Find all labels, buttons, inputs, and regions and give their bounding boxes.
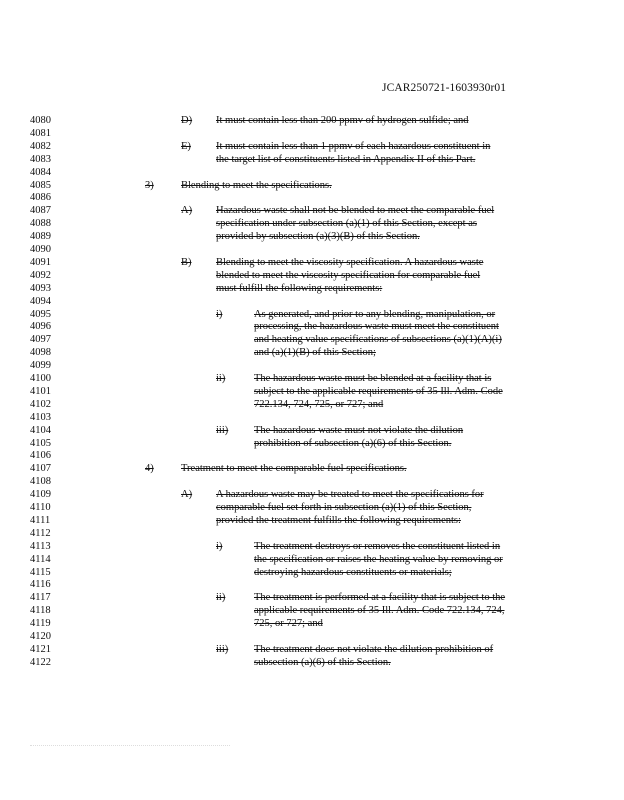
- line-number: 4117: [30, 592, 51, 604]
- line-number: 4114: [30, 553, 51, 565]
- line-number: 4086: [30, 192, 51, 204]
- line-number: 4090: [30, 244, 51, 255]
- line-number: 4081: [30, 127, 51, 139]
- line-number: 4096: [30, 321, 51, 333]
- line-number: 4104: [30, 424, 51, 436]
- paragraph-label: i): [216, 308, 223, 320]
- paragraph-text-line: A hazardous waste may be treated to meet the specifications for: [216, 489, 484, 501]
- paragraph-text-line: The treatment is performed at a facility that is subject to the: [254, 592, 506, 604]
- paragraph-label: ii): [216, 592, 226, 604]
- line-number: 4116: [30, 579, 51, 591]
- paragraph-text-line: and heating value specifications of subsections (a)(1)(A)(i): [254, 334, 502, 346]
- paragraph-label: ii): [216, 373, 226, 384]
- paragraph-label: 3): [145, 179, 154, 191]
- line-number: 4103: [30, 411, 51, 423]
- line-number: 4093: [30, 282, 51, 294]
- line-number: 4085: [30, 179, 51, 191]
- line-number: 4107: [30, 463, 51, 475]
- paragraph-text-line: prohibition of subsection (a)(6) of this Section.: [254, 437, 452, 449]
- line-number: 4120: [30, 631, 51, 642]
- line-number: 4122: [30, 656, 51, 668]
- line-number: 4088: [30, 218, 51, 230]
- paragraph-text-line: destroying hazardous constituents or materials;: [254, 566, 452, 578]
- line-number: 4106: [30, 450, 51, 462]
- paragraph-text-line: comparable fuel set forth in subsection (a)(1) of this Section,: [216, 502, 472, 513]
- line-number: 4112: [30, 527, 51, 539]
- paragraph-text-line: It must contain less than 1 ppmv of each hazardous constituent in: [216, 140, 491, 152]
- line-number: 4110: [30, 502, 51, 513]
- line-number: 4095: [30, 308, 51, 320]
- paragraph-text-line: Treatment to meet the comparable fuel specifications.: [181, 463, 407, 475]
- paragraph-text-line: the target list of constituents listed in Appendix II of this Part.: [216, 153, 476, 165]
- paragraph-text-line: processing, the hazardous waste must meet the constituent: [254, 321, 499, 333]
- line-number: 4089: [30, 231, 51, 243]
- paragraph-text-line: subject to the applicable requirements of 35 Ill. Adm. Code: [254, 385, 503, 397]
- paragraph-text-line: the specification or raises the heating value by removing or: [254, 553, 503, 565]
- line-number: 4099: [30, 360, 51, 372]
- line-number: 4109: [30, 489, 51, 501]
- paragraph-label: iii): [216, 643, 229, 655]
- paragraph-label: iii): [216, 424, 229, 436]
- line-number: 4102: [30, 398, 51, 410]
- paragraph-text-line: provided the treatment fulfills the following requirements:: [216, 514, 461, 526]
- paragraph-text-line: The hazardous waste must not violate the dilution: [254, 424, 464, 436]
- paragraph-label: i): [216, 540, 223, 552]
- line-number: 4084: [30, 166, 51, 178]
- paragraph-text-line: Hazardous waste shall not be blended to meet the comparable fuel: [216, 205, 495, 217]
- line-number: 4100: [30, 373, 51, 384]
- paragraph-text-line: As generated, and prior to any blending, manipulation, or: [254, 308, 496, 320]
- line-number: 4083: [30, 153, 51, 165]
- line-number: 4094: [30, 295, 51, 307]
- line-number: 4101: [30, 385, 51, 397]
- line-number: 4082: [30, 140, 51, 152]
- line-number: 4111: [30, 514, 51, 526]
- paragraph-label: E): [181, 140, 191, 152]
- line-number: 4113: [30, 540, 51, 552]
- paragraph-text-line: and (a)(1)(B) of this Section;: [254, 347, 376, 359]
- paragraph-label: A): [181, 489, 193, 501]
- line-number: 4115: [30, 566, 51, 578]
- paragraph-text-line: It must contain less than 200 ppmv of hydrogen sulfide; and: [216, 115, 469, 126]
- paragraph-text-line: 722.134, 724, 725, or 727; and: [254, 398, 384, 410]
- paragraph-label: D): [181, 115, 193, 126]
- line-number: 4092: [30, 269, 51, 281]
- paragraph-text-line: The hazardous waste must be blended at a facility that is: [254, 373, 492, 384]
- paragraph-text-line: The treatment destroys or removes the constituent listed in: [254, 540, 501, 552]
- line-number: 4119: [30, 618, 51, 630]
- paragraph-text-line: specification under subsection (a)(1) of this Section, except as: [216, 218, 477, 230]
- paragraph-text-line: must fulfill the following requirements:: [216, 282, 383, 294]
- paragraph-text-line: 725, or 727; and: [254, 618, 323, 630]
- paragraph-text-line: Blending to meet the viscosity specification. A hazardous waste: [216, 256, 484, 268]
- line-number: 4091: [30, 256, 51, 268]
- footer-rule: [30, 745, 230, 746]
- paragraph-text-line: The treatment does not violate the dilution prohibition of: [254, 643, 494, 655]
- line-number: 4118: [30, 605, 51, 617]
- paragraph-text-line: subsection (a)(6) of this Section.: [254, 656, 391, 668]
- paragraph-label: A): [181, 205, 193, 217]
- paragraph-text-line: Blending to meet the specifications.: [181, 179, 332, 191]
- paragraph-label: 4): [145, 463, 154, 475]
- document-id: JCAR250721-1603930r01: [382, 82, 507, 94]
- line-number: 4105: [30, 437, 51, 449]
- line-number: 4087: [30, 205, 51, 217]
- paragraph-text-line: blended to meet the viscosity specification for comparable fuel: [216, 269, 481, 281]
- paragraph-text-line: provided by subsection (a)(3)(B) of this Section.: [216, 231, 420, 243]
- line-number: 4097: [30, 334, 51, 346]
- line-number: 4121: [30, 643, 51, 655]
- line-number: 4080: [30, 115, 51, 126]
- paragraph-label: B): [181, 256, 192, 268]
- line-number: 4098: [30, 347, 51, 359]
- paragraph-text-line: applicable requirements of 35 Ill. Adm. Code 722.134, 724,: [254, 605, 505, 617]
- line-number: 4108: [30, 476, 51, 488]
